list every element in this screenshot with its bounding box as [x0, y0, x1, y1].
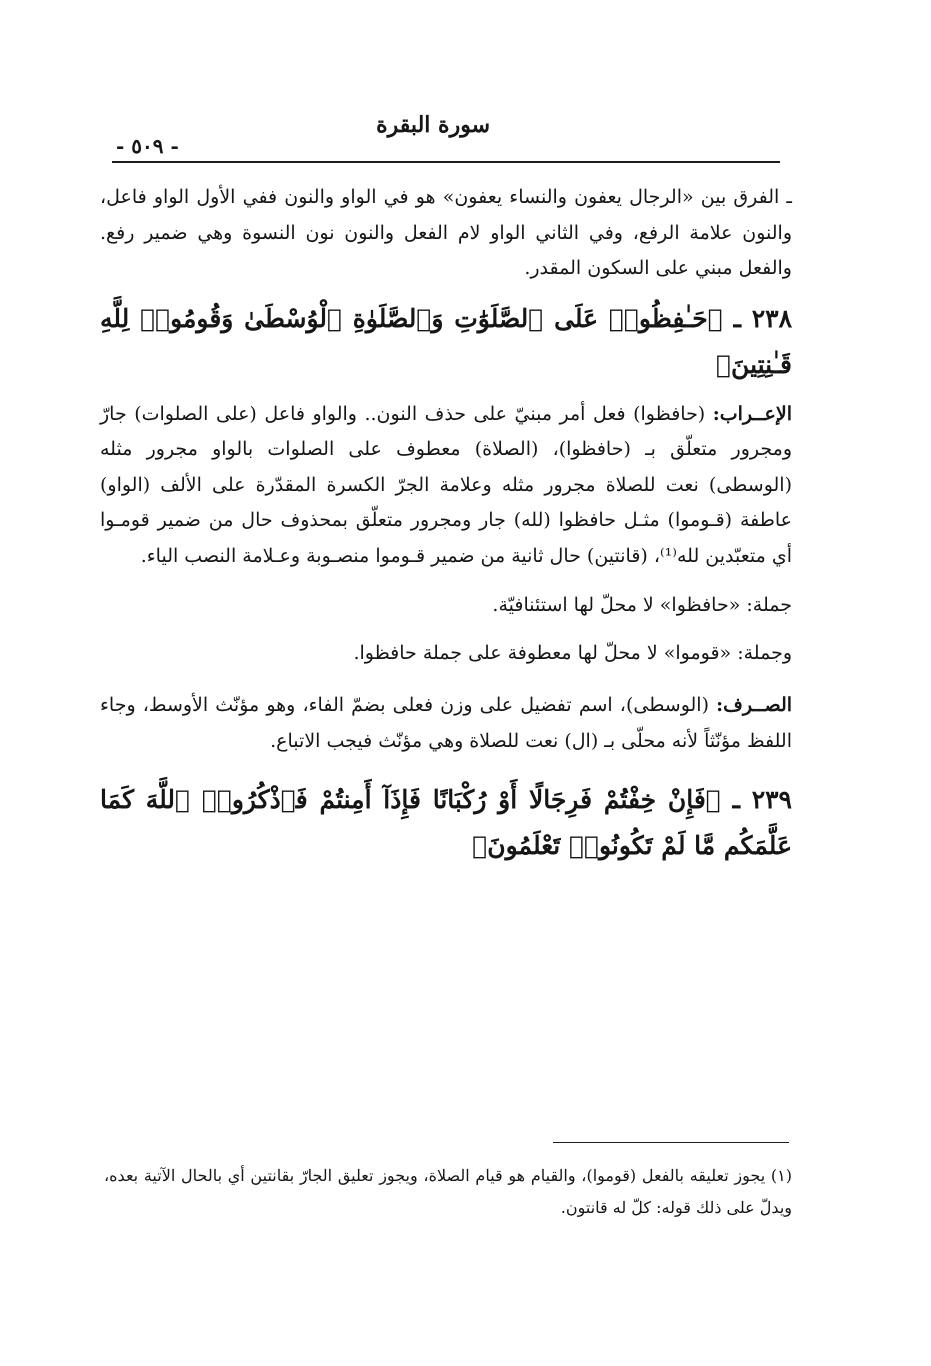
footnote-1: (١) يجوز تعليقه بالفعل (قوموا)، والقيام هو قيام الصلاة، ويجوز تعليق الجارّ بقانتين أي بالحال الآتية بعده، ويدلّ على ذلك قوله: كلّ له قانتون. [104, 1166, 792, 1217]
sarf-text: (الوسطى)، اسم تفضيل على وزن فعلى بضمّ الفاء، وهو مؤنّث الأوسط، وجاء اللفظ مؤنّثاً لأنه محلّى بـ (ال) نعت للصلاة وهي مؤنّث فيجب الاتباع. [100, 694, 792, 752]
header-divider [112, 161, 780, 163]
verse-239-text: ﴿فَإِنْ خِفْتُمْ فَرِجَالًا أَوْ رُكْبَانًا فَإِذَآ أَمِنتُمْ فَٱذْكُرُوا۟ ٱللَّهَ كَمَا عَلَّمَكُم مَّا لَمْ تَكُونُوا۟ تَعْلَمُونَ﴾ [100, 785, 792, 860]
page-number: - ٥٠٩ - [116, 134, 179, 158]
irab-text: (حافظوا) فعل أمر مبنيّ على حذف النون.. والواو فاعل (على الصلوات) جارّ ومجرور متعلّق بـ (حافظوا)، (الصلاة) معطوف على الصلوات بالواو مجرور مثله (الوسطى) نعت للصلاة مجرور مثله وعلامة الجرّ الكسرة المقدّرة على الألف (الواو) عاطفة (قـوموا) مثـل حافظوا (لله) جار ومجرور متعلّق بمحذوف حال من ضمير قومـوا أي متعبّدين لله⁽¹⁾، (قانتين) حال ثانية من ضمير قـوموا منصـوبة وعـلامة النصب الياء. [100, 402, 792, 567]
footnotes [104, 1160, 792, 1224]
sarf-paragraph [100, 688, 792, 759]
footnote-divider [553, 1142, 789, 1143]
sentence-1: جملة: «حافظوا» لا محلّ لها استئنافيّة. [492, 594, 792, 616]
page-header [112, 112, 780, 164]
verse-238 [100, 296, 792, 388]
irab-paragraph [100, 397, 792, 575]
irab-label: الإعــراب: [712, 402, 792, 425]
main-text [100, 180, 792, 869]
surah-title: سورة البقرة [376, 112, 490, 138]
sentence-2: وجملة: «قوموا» لا محلّ لها معطوفة على جملة حافظوا. [353, 642, 792, 664]
verse-239 [100, 777, 792, 869]
verse-238-number: ٢٣٨ ـ [733, 303, 793, 333]
intro-paragraph: ـ الفرق بين «الرجال يعفون والنساء يعفون» هو في الواو والنون ففي الأول الواو فاعل، والنون علامة الرفع، وفي الثاني الواو لام الفعل والنون نون النسوة وهي ضمير رفع. والفعل مبني على السكون المقدر. [100, 186, 792, 279]
verse-238-text: ﴿حَـٰفِظُوا۟ عَلَى ٱلصَّلَوَٰتِ وَٱلصَّلَوٰةِ ٱلْوُسْطَىٰ وَقُومُوا۟ لِلَّهِ قَـٰنِتِينَ﴾ [100, 303, 792, 379]
verse-239-number: ٢٣٩ ـ [732, 785, 792, 814]
sarf-label: الصــرف: [716, 694, 793, 716]
